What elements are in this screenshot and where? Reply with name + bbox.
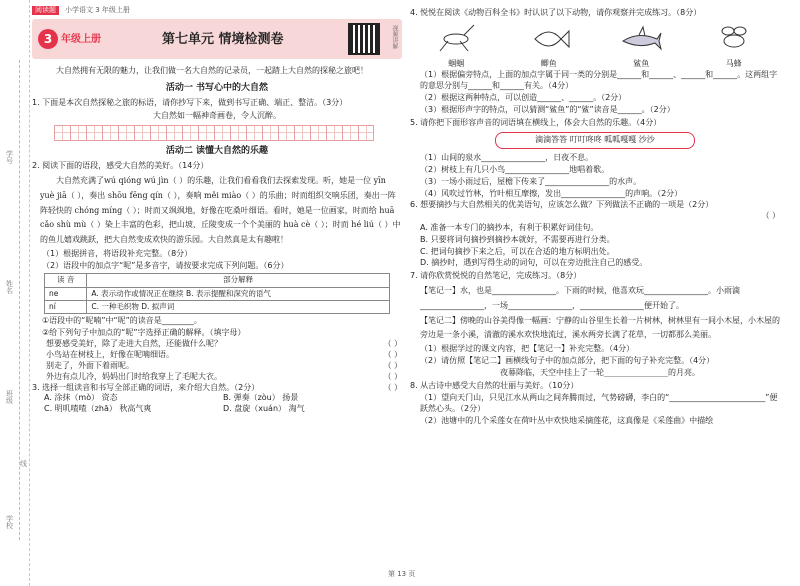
table-cell: ní [45, 300, 87, 313]
question-3-options [44, 393, 402, 415]
activity-heading: 活动一 书写心中的大自然 [165, 83, 269, 94]
animal-label: 鲨鱼 [633, 58, 650, 68]
left-page [32, 6, 402, 415]
question-6: 6. 想要摘抄与大自然相关的优美语句，应该怎么做？下列做法不正确的一项是（2分） [410, 200, 714, 210]
question-8-1: （1）望向天门山，只见江水从两山之间奔腾而过，气势磅礴，李白的“________________________”便跃然心头。（2分） [420, 393, 778, 414]
answer-blank[interactable]: （ ） [761, 211, 780, 221]
question-2: 2. 阅读下面的语段，感受大自然的美好。（14分） [32, 161, 209, 171]
question-2-2: （2）语段中的加点字“呢”是多音字，请按要求完成下列问题。（6分） [42, 260, 289, 270]
animal-label: 马蜂 [725, 58, 742, 68]
question-5-item: （3）一场小雨过后，屋檐下传来了________________的水声。 [420, 176, 642, 186]
grasshopper-icon [434, 23, 478, 55]
animal-card [611, 23, 671, 70]
question-7-2-sentence: 夜幕降临，天空中挂上了一轮________________的月亮。 [500, 367, 700, 377]
sentence-text: 外边有点儿冷，妈妈出门时给我穿上了毛呢大衣。 [46, 371, 222, 381]
question-3: 3. 选择一组读音和书写全部正确的词语，来介绍大自然。（2分） [32, 382, 260, 392]
question-7: 7. 请你欣赏悦悦的自然笔记，完成练习。（8分） [410, 271, 582, 281]
sentence-row [46, 350, 402, 361]
cut-line [19, 60, 20, 540]
binding-label: 学校 [5, 515, 14, 529]
table-cell: ne [45, 287, 87, 300]
sentence-text: 别走了，外面下着雨呢。 [46, 361, 134, 371]
option[interactable]: A. 涂抹（mò） 资态 [44, 393, 118, 403]
question-2-2b: ②给下列句子中加点的“呢”字选择正确的解释。（填字母） [42, 327, 246, 337]
nature-note-2: 【笔记二】傍晚的山谷美得像一幅画：宁静的山谷里生长着一片树林，树林里有一间小木屋，小木屋的旁边是一条小溪，清澈的溪水欢快地流过，溪水两旁长满了花草，一切都那么美丽。 [420, 315, 780, 340]
question-4: 4. 悦悦在阅读《动物百科全书》时认识了以下动物，请你观察并完成练习。（8分） [410, 8, 702, 17]
table-header: 部分解释 [87, 274, 390, 287]
question-8-2: （2）池塘中的几个采莲女在荷叶丛中欢快地采摘莲花，这真像是《采莲曲》中描绘 [420, 415, 714, 425]
option[interactable]: A. 准备一本专门的摘抄本，有利于积累好词佳句。 [420, 222, 599, 232]
reading-passage: 大自然充满了wú qióng wú jìn（ ）的乐趣，让我们看看我们去探索发现。听，她是一位 yīn yuè jiā（ ），奏出 shōu fēng qín（ ），奏响 měi miào（ ）的乐曲；时而组织交响乐团，奏出一阵阵轻快的 chóng míng（ ）；时而又飒飒地，好像在吃桑叶细语。看时，她是一位画家，时而给 huā cǎo shù mù（ ）染上丰富的色彩，把山坡、丘陵变成一个个美丽的 huà cè（ ）；时而 hé liú（ ）中的鱼儿嬉戏跳跃，把大自然变成欢快的游乐园。大自然真是太有趣啦！ [40, 175, 401, 245]
unit-banner [32, 19, 402, 59]
qr-label: 视频讲解 [391, 25, 398, 50]
right-page [410, 6, 780, 428]
shark-icon [619, 23, 663, 55]
question-8: 8. 从古诗中感受大自然的壮丽与美好。（10分） [410, 380, 579, 390]
animal-card [704, 23, 764, 70]
table-header: 读 音 [45, 274, 87, 287]
animal-card [519, 23, 579, 70]
question-5: 5. 请你把下面形容声音的词语填在横线上，体会大自然的乐趣。（4分） [410, 117, 662, 127]
activity-heading: 活动二 读懂大自然的乐趣 [165, 145, 269, 156]
question-6-answer-row [424, 211, 780, 222]
question-3-row [32, 383, 402, 394]
option[interactable]: D. 摘抄时，遇到写得生动的词句，可以在旁边批注自己的感受。 [420, 258, 648, 268]
animal-label: 蝈蝈 [448, 58, 465, 68]
animal-pictures [410, 23, 780, 70]
animal-label: 鲫鱼 [540, 58, 557, 68]
question-4-3: （3）根据形声字的特点，可以猜测“鲨鱼”的“鲨”读音是______。（2分） [420, 104, 675, 114]
animal-card [426, 23, 486, 70]
pronunciation-table [44, 273, 390, 313]
sentence-row [46, 339, 402, 350]
option[interactable]: D. 盘旋（xuán） 淘气 [223, 404, 305, 414]
writing-grid[interactable] [54, 125, 402, 141]
question-1: 1. 下面是本次自然探秘之旅的标语，请你抄写下来，做到书写正确、端正、整洁。（3分） [32, 98, 348, 108]
answer-blank[interactable]: （ ） [383, 382, 402, 392]
sentence-row [46, 361, 402, 372]
table-cell: C. 一种毛织物 D. 拟声词 [87, 300, 390, 313]
option[interactable]: C. 把词句摘抄下来之后，可以在合适的地方标明出处。 [420, 246, 615, 256]
slogan: 大自然如一幅神奇画卷，令人沉醉。 [153, 111, 281, 121]
question-5-item: （1）山间的泉水________________，日夜不息。 [420, 153, 594, 163]
question-6-row [410, 200, 780, 211]
question-7-2: （2）请仿照【笔记二】画横线句子中的加点部分，把下面的句子补充完整。（4分） [420, 355, 715, 365]
question-2-2a: ①语段中的“呢喃”中“呢”的读音是________。 [42, 315, 202, 325]
answer-blank[interactable]: （ ） [383, 361, 402, 371]
answer-blank[interactable]: （ ） [383, 339, 402, 349]
binding-label: 线 [19, 460, 28, 467]
question-5-item: （2）树枝上有几只小鸟________________地唱着歌。 [420, 164, 610, 174]
table-row [45, 300, 390, 313]
bee-icon [712, 23, 756, 55]
grade-badge: 3 [38, 29, 58, 49]
binding-label: 班级 [5, 390, 14, 404]
qr-code-icon[interactable] [348, 23, 380, 55]
page-number: 第 13 页 [388, 570, 416, 578]
intro-text: 大自然拥有无限的魅力，让我们做一名大自然的记录员，一起踏上大自然的探秘之旅吧！ [56, 66, 368, 76]
question-7-1: （1）根据学过的课文内容，把【笔记一】补充完整。（4分） [420, 344, 635, 354]
sentence-row [46, 372, 402, 383]
fish-icon [527, 23, 571, 55]
table-cell: A. 表示动作或情况正在继续 B. 表示提醒和深究的语气 [87, 287, 390, 300]
option[interactable]: B. 只要将词句摘抄到摘抄本就好，不需要再进行分类。 [420, 234, 615, 244]
grade-label: 年级上册 [61, 33, 101, 45]
question-2-1: （1）根据拼音，将语段补充完整。（8分） [42, 248, 193, 258]
table-row [45, 287, 390, 300]
binding-label: 姓名 [5, 280, 14, 294]
answer-blank[interactable]: （ ） [383, 350, 402, 360]
question-4-2: （2）根据这两种特点，可以创造______、______。（2分） [420, 92, 627, 102]
binding-label: 学号 [5, 150, 14, 164]
word-bank: 滴滴答答 叮叮咚咚 呱呱嘎嘎 沙沙 [495, 132, 695, 149]
book-title: 小学语文 3 年级上册 [65, 6, 130, 14]
sentence-text: 想要感受美好，除了走进大自然，还能做什么呢？ [46, 339, 222, 349]
answer-blank[interactable]: （ ） [383, 371, 402, 381]
question-4-1: （1）根据偏旁特点，上面的加点字属于同一类的分别是______和______、______和______。这两组字的意思分别与______和______有关。（4分） [420, 70, 778, 91]
binding-margin [0, 0, 30, 586]
nature-note-1: 【笔记一】水，也是________________。下雨的时候，他喜欢玩________________。小雨滴________________，一场________________，________________便开始了。 [420, 285, 740, 310]
page-header [32, 6, 402, 15]
sentence-text: 小鸟站在树枝上，好像在呢喃细语。 [46, 350, 174, 360]
page-title: 第七单元 情境检测卷 [162, 32, 284, 48]
header-tag: 阅读题 [32, 6, 59, 15]
option[interactable]: B. 弹奏（zòu） 扬景 [223, 393, 299, 403]
question-5-item: （4）风吹过竹林，竹叶相互摩擦，发出________________的声响。（2分） [420, 188, 683, 198]
option[interactable]: C. 明叽喳喳（zhā） 秋高气爽 [44, 404, 152, 414]
